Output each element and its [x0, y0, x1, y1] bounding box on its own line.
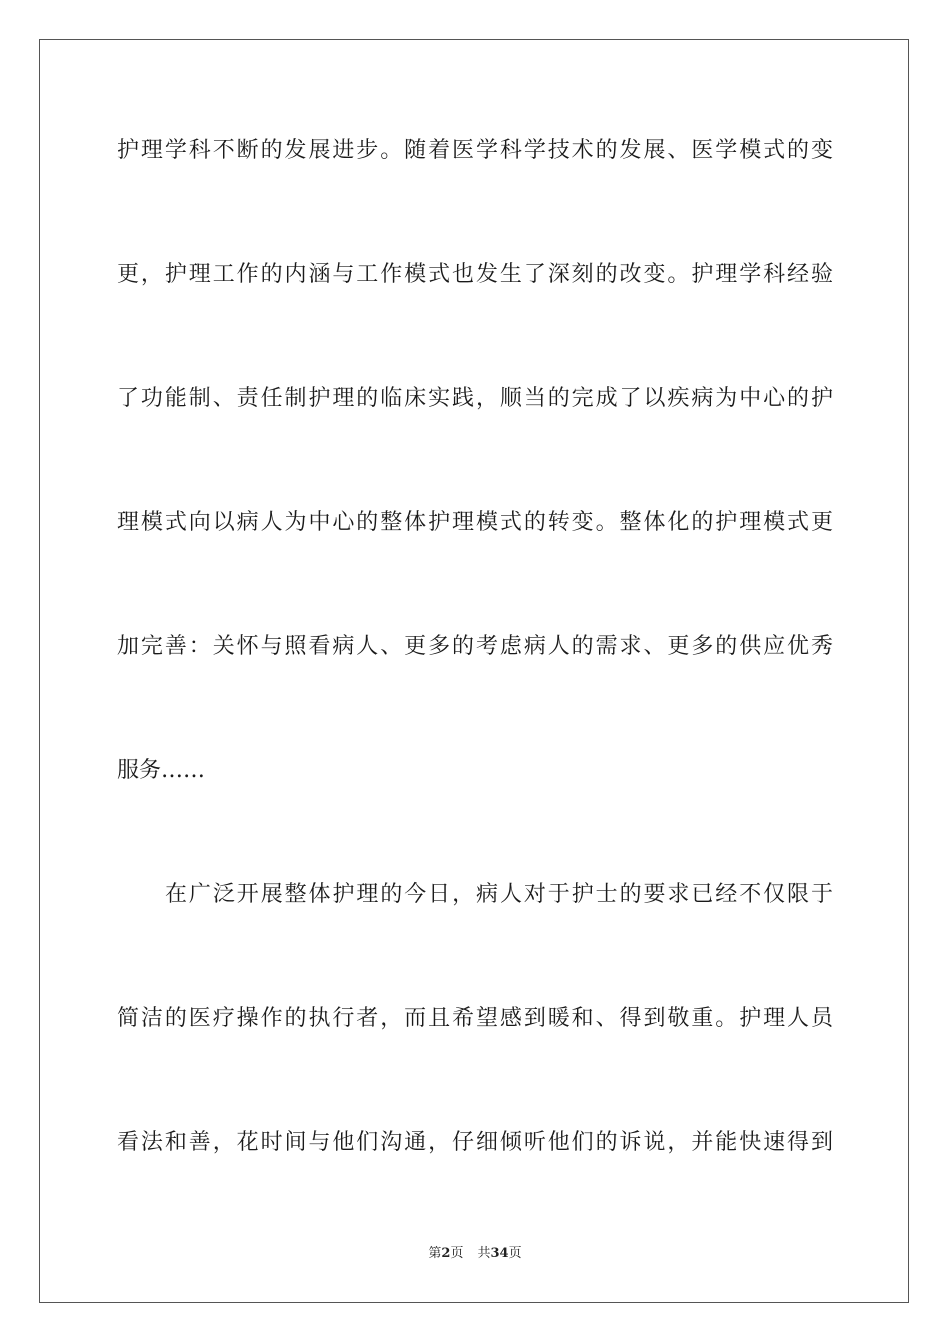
page-number: 2: [441, 1246, 451, 1261]
total-pages: 34: [490, 1246, 509, 1261]
body-text-line-4: 理模式向以病人为中心的整体护理模式的转变。整体化的护理模式更: [117, 510, 833, 535]
body-text-line-2: 更，护理工作的内涵与工作模式也发生了深刻的改变。护理学科经验: [117, 262, 833, 287]
body-text-line-7: 在广泛开展整体护理的今日，病人对于护士的要求已经不仅限于: [165, 882, 833, 907]
body-text-line-6: 服务……: [117, 758, 206, 783]
total-pages-suffix: 页: [508, 1246, 522, 1261]
page-number-prefix: 第: [428, 1246, 442, 1261]
body-text-line-5: 加完善：关怀与照看病人、更多的考虑病人的需求、更多的供应优秀: [117, 634, 833, 659]
page-footer: [0, 1245, 950, 1263]
body-text-line-9: 看法和善，花时间与他们沟通，仔细倾听他们的诉说，并能快速得到: [117, 1130, 833, 1155]
body-text-line-3: 了功能制、责任制护理的临床实践，顺当的完成了以疾病为中心的护: [117, 386, 833, 411]
total-pages-prefix: 共: [477, 1246, 491, 1261]
body-text-line-8: 简洁的医疗操作的执行者，而且希望感到暖和、得到敬重。护理人员: [117, 1006, 833, 1031]
body-text-line-1: 护理学科不断的发展进步。随着医学科学技术的发展、医学模式的变: [117, 138, 833, 163]
page-border: [39, 39, 909, 1303]
page-number-suffix: 页: [450, 1246, 464, 1261]
